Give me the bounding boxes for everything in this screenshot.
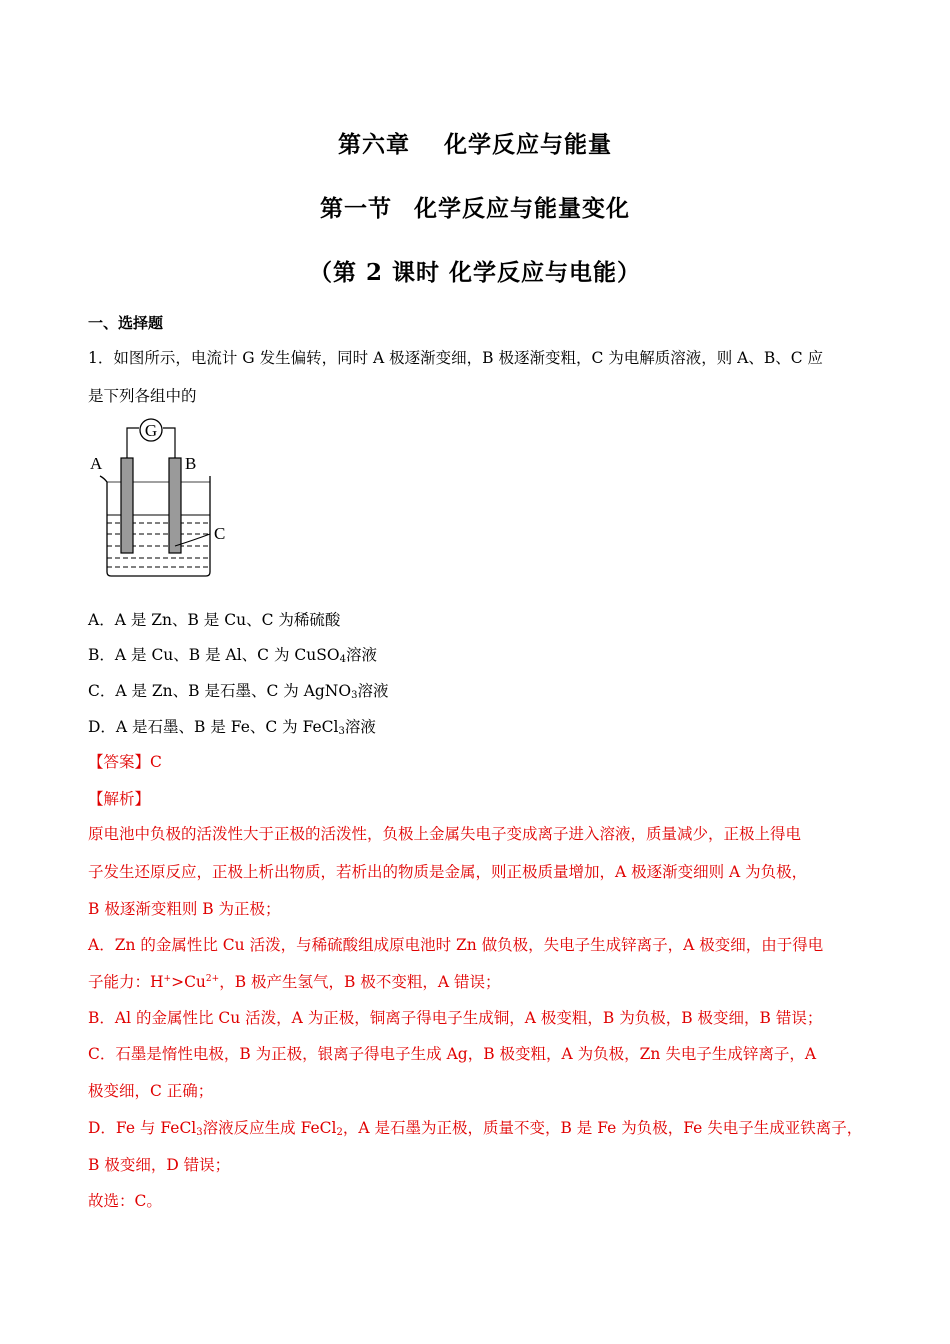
analysis-p1: 原电池中负极的活泼性大于正极的活泼性，负极上金属失电子变成离子进入溶液，质量减少，正极上得电 <box>88 825 802 843</box>
option-c: C．A 是 Zn、B 是石墨、C 为 AgNO$_3$溶液 <box>88 682 389 701</box>
chapter-title: 第六章 化学反应与能量 <box>338 131 612 158</box>
analysis-c2: 极变细，C 正确； <box>88 1082 214 1100</box>
analysis-a1: A．Zn 的金属性比 Cu 活泼，与稀硫酸组成原电池时 Zn 做负极，失电子生成锌离子，A 极变细，由于得电 <box>88 936 824 954</box>
analysis-a2: 子能力：$H^+>Cu^{2+}$，B 极产生氢气，B 极不变粗，A 错误； <box>88 973 501 991</box>
lesson-title: （第 2 课时 化学反应与电能） <box>308 259 642 286</box>
analysis-final: 故选：C。 <box>88 1192 162 1210</box>
option-a: A．A 是 Zn、B 是 Cu、C 为稀硫酸 <box>88 611 341 629</box>
section-title: 第一节 化学反应与能量变化 <box>320 195 630 222</box>
electrode-a <box>121 458 133 553</box>
analysis-label: 【解析】 <box>88 790 151 808</box>
question-line-1: 1．如图所示，电流计 G 发生偏转，同时 A 极逐渐变细，B 极逐渐变粗，C 为电解质溶液，则 A、B、C 应 <box>88 349 824 367</box>
analysis-b1: B．Al 的金属性比 Cu 活泼，A 为正极，铜离子得电子生成铜，A 极变粗，B 为负极，B 极变细，B 错误； <box>88 1009 823 1027</box>
option-d: D．A 是石墨、B 是 Fe、C 为 FeCl$_3$溶液 <box>88 718 376 737</box>
analysis-d1: D．Fe 与 FeCl$_3$溶液反应生成 FeCl$_2$，A 是石墨为正极，质量不变，B 是 Fe 为负极，Fe 失电子生成亚铁离子， <box>88 1119 863 1138</box>
question-line-2: 是下列各组中的 <box>88 387 197 405</box>
label-b: B <box>185 454 197 473</box>
electrode-b <box>169 458 181 553</box>
analysis-p2: 子发生还原反应，正极上析出物质，若析出的物质是金属，则正极质量增加，A 极逐渐变细则 A 为负极， <box>88 863 808 881</box>
galvanic-cell-diagram <box>86 416 246 582</box>
analysis-p3: B 极逐渐变粗则 B 为正极； <box>88 900 281 918</box>
analysis-c1: C．石墨是惰性电极，B 为正极，银离子得电子生成 Ag，B 极变粗，A 为负极，Zn 失电子生成锌离子，A <box>88 1045 817 1063</box>
answer: 【答案】C <box>88 753 162 771</box>
analysis-d2: B 极变细，D 错误； <box>88 1156 231 1174</box>
label-c: C <box>214 524 226 543</box>
beaker <box>100 476 210 576</box>
galvanometer-label: G <box>144 421 158 440</box>
label-a: A <box>90 454 103 473</box>
section-label: 一、选择题 <box>88 314 164 332</box>
option-b: B．A 是 Cu、B 是 Al、C 为 CuSO$_4$溶液 <box>88 646 377 665</box>
